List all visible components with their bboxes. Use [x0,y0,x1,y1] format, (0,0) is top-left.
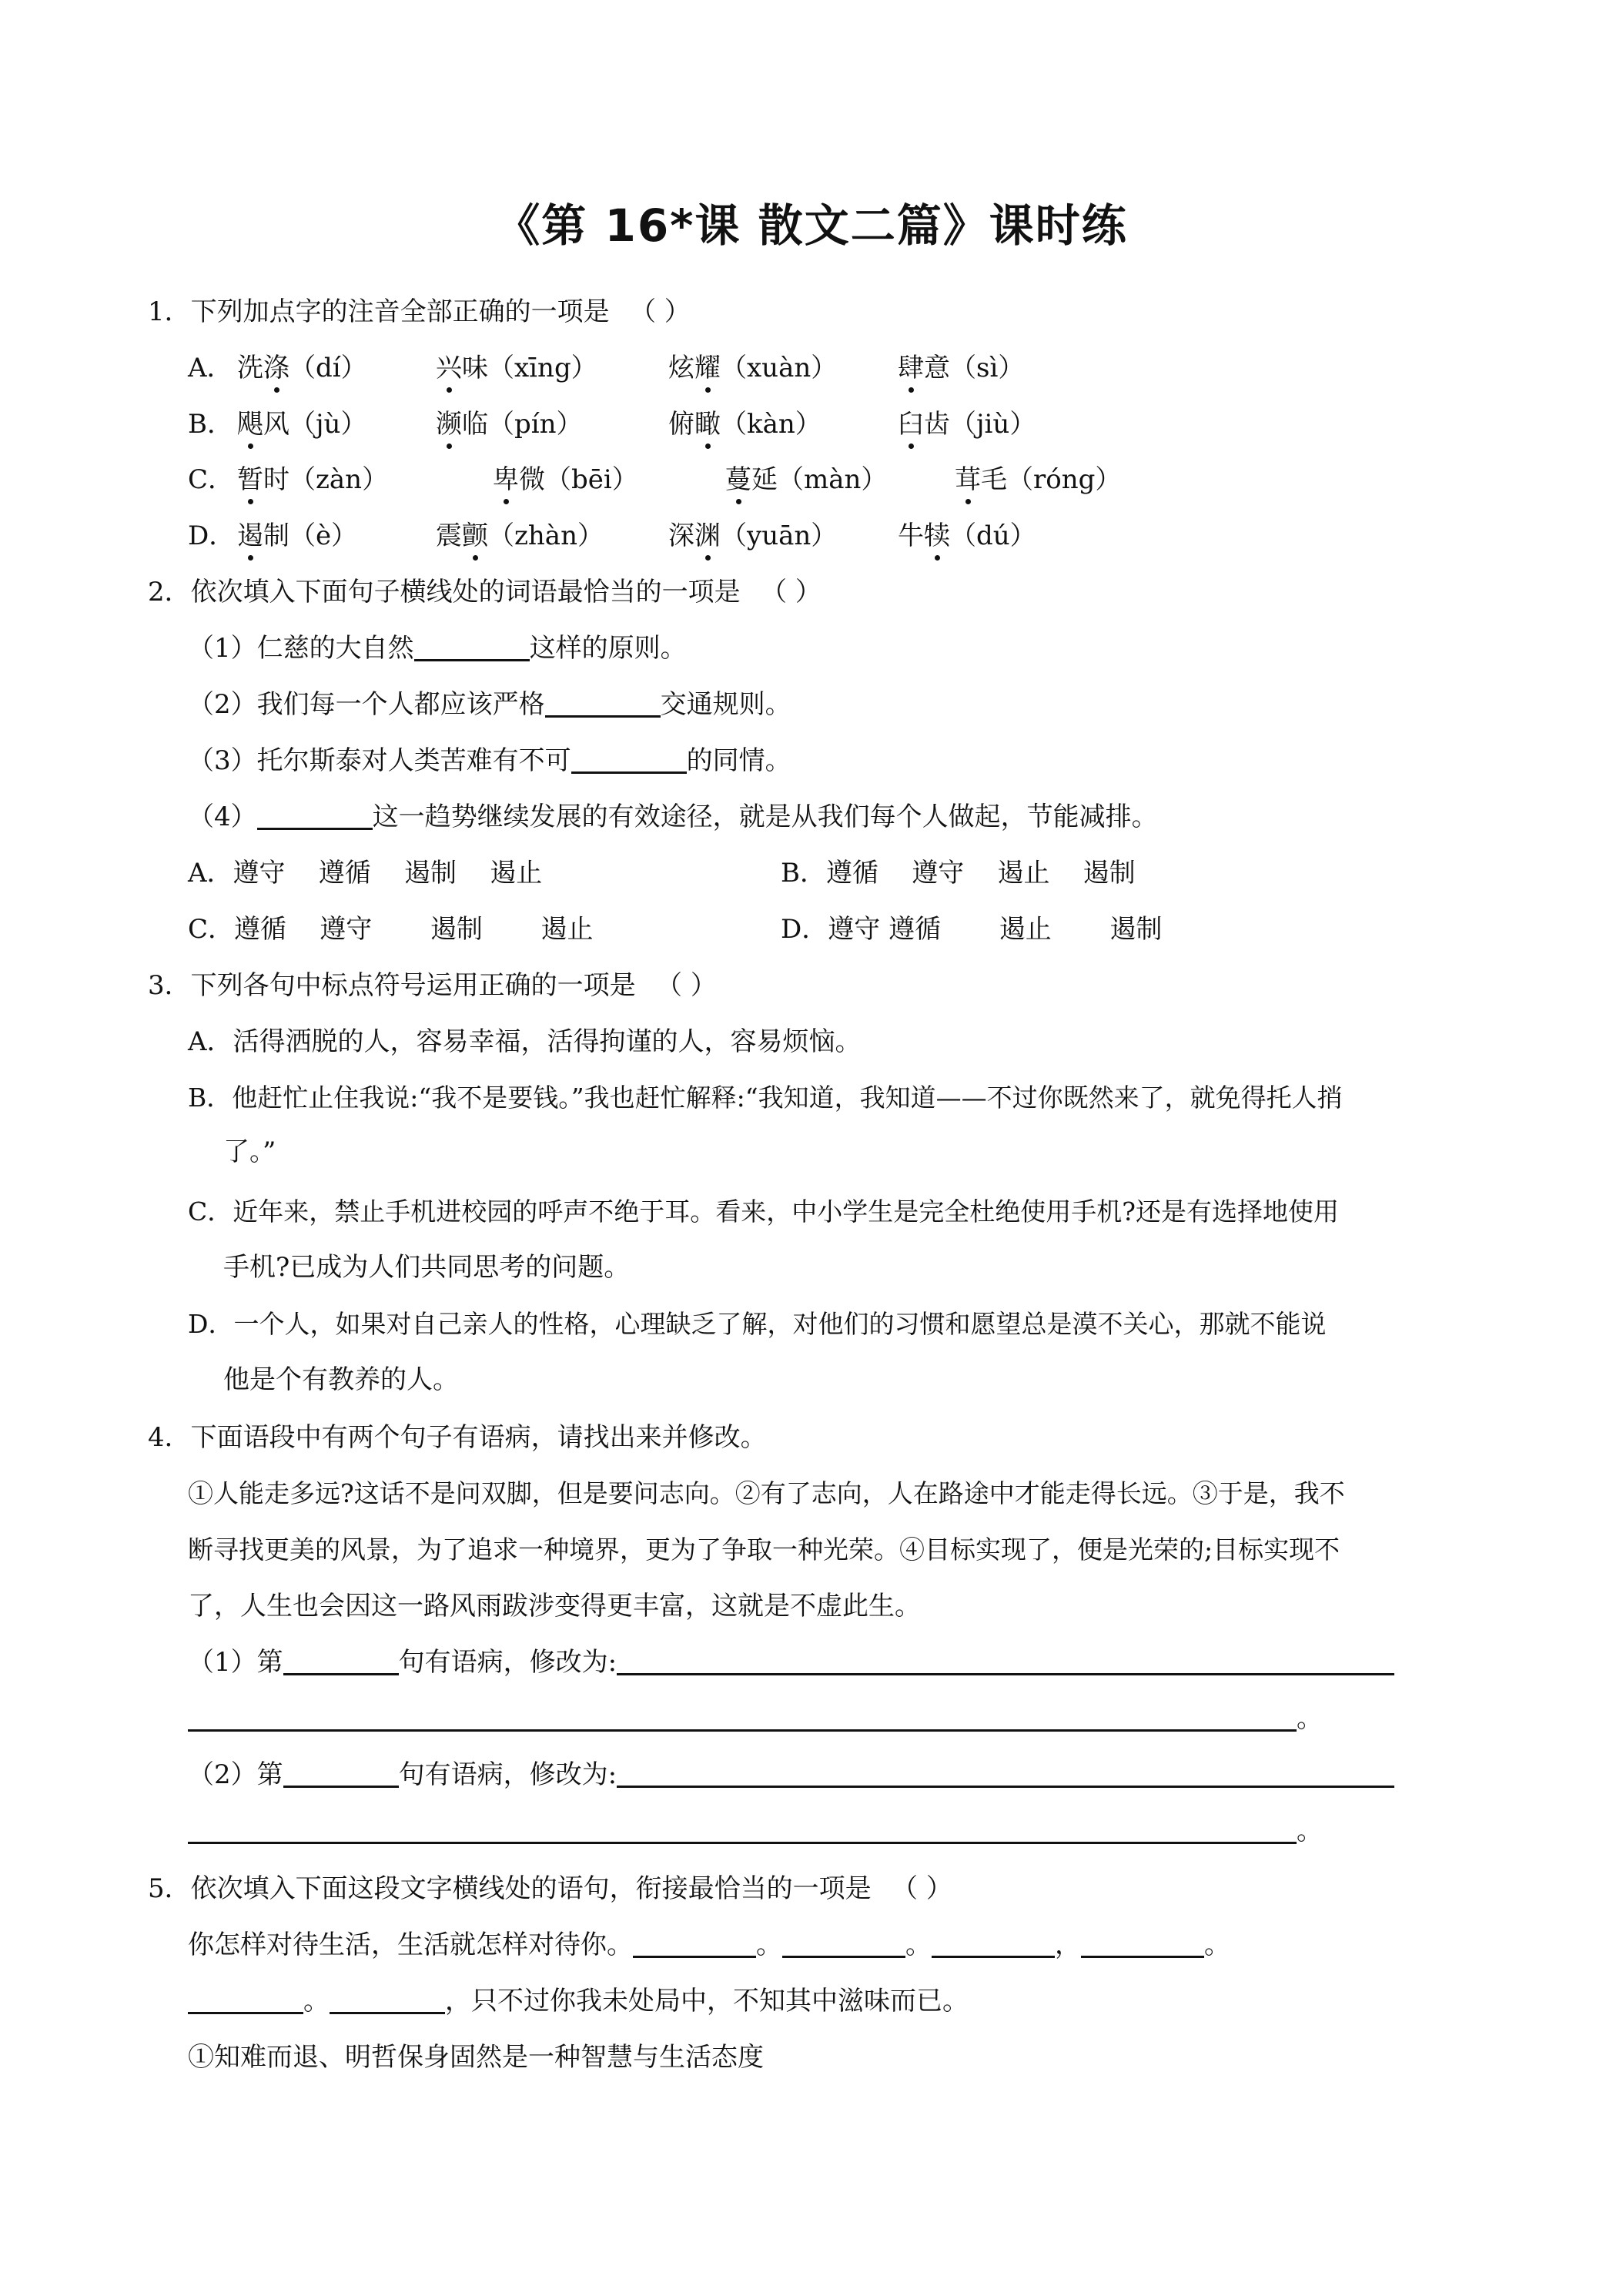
question-2-option-a: A．遵守 遵循 遏制 遏止 [188,858,543,889]
option-item: 飓风（jù） [237,409,367,440]
option-item: 蔓延（màn） [725,464,888,495]
question-5-passage-line-2: 。 ，只不过你我未处局中，不知其中滋味而已。 [188,1984,969,2018]
option-item: 洗涤（dí） [237,353,367,383]
question-3-option-d-line-1: D．一个人，如果对自己亲人的性格，心理缺乏了解，对他们的习惯和愿望总是漠不关心，那就不能说 [188,1309,1327,1339]
question-3-option-c-line-1: C．近年来，禁止手机进校园的呼声不绝于耳。看来，中小学生是完全杜绝使用手机?还是有选择地使用 [188,1197,1339,1227]
fill-blank[interactable] [782,1930,905,1958]
option-label: C． [188,464,235,495]
option-item: 茸毛（róng） [955,464,1122,495]
answer-paren: （ ） [656,970,717,1001]
page-title: 《第 16*课 散文二篇》课时练 [495,199,1128,252]
option-item: 肆意（sì） [898,353,1025,383]
fill-blank[interactable] [545,689,661,718]
fill-blank[interactable] [1081,1930,1204,1958]
option-label: A． [188,353,233,383]
option-label: D． [188,520,236,551]
question-5-choice-1: ①知难而退、明哲保身固然是一种智慧与生活态度 [188,2042,764,2073]
question-1-text: 1．下列加点字的注音全部正确的一项是 [148,296,610,327]
fill-blank[interactable] [633,1930,756,1958]
question-5-passage-line-1: 你怎样对待生活，生活就怎样对待你。 。 。 ， 。 [188,1930,1230,1960]
option-item: 深渊（yuān） [668,520,838,551]
option-item: 臼齿（jiù） [898,409,1036,440]
fill-blank[interactable] [932,1930,1055,1958]
question-2-sentence-2: （2）我们每一个人都应该严格 交通规则。 [188,689,791,720]
option-item: 卑微（bēi） [493,464,638,495]
question-1-option-d [188,519,1343,553]
correction-blank-continued[interactable] [188,1816,1297,1844]
option-item: 遏制（è） [237,520,358,551]
question-2-option-c: C．遵循 遵守 遏制 遏止 [188,914,594,945]
sentence-number-blank[interactable] [283,1759,399,1788]
question-2-text: 2．依次填入下面句子横线处的词语最恰当的一项是 [148,577,741,607]
question-2-sentence-3: （3）托尔斯泰对人类苦难有不可 的同情。 [188,745,791,776]
question-4-answer-1: （1）第 句有语病，修改为: [188,1645,1394,1679]
question-2-sentence-4: （4） 这一趋势继续发展的有效途径，就是从我们每个人做起，节能减排。 [188,802,1158,832]
answer-paren: （ ） [892,1873,952,1904]
correction-blank-continued[interactable] [188,1703,1297,1732]
correction-blank[interactable] [617,1759,1394,1788]
question-3-stem [148,969,728,1002]
option-item: 暂时（zàn） [237,464,389,495]
question-4-passage-line-3: 了，人生也会因这一路风雨跋涉变得更丰富，这就是不虚此生。 [188,1591,921,1622]
question-5-text: 5．依次填入下面这段文字横线处的语句，衔接最恰当的一项是 [148,1873,872,1904]
option-item: 俯瞰（kàn） [668,409,822,440]
question-1-option-a [188,351,1343,385]
question-1-option-b [188,407,1343,441]
question-3-option-b-line-2: 了。” [223,1136,276,1167]
question-2-sentence-1: （1）仁慈的大自然 这样的原则。 [188,633,687,664]
question-3-text: 3．下列各句中标点符号运用正确的一项是 [148,970,636,1001]
question-4-passage-line-2: 断寻找更美的风景，为了追求一种境界，更为了争取一种光荣。④目标实现了，便是光荣的;目标实现不 [188,1535,1340,1565]
fill-blank[interactable] [414,633,530,661]
option-item: 震颤（zhàn） [436,520,604,551]
question-1-option-c [188,463,1343,497]
question-2-option-d: D．遵守 遵循 遏止 遏制 [781,914,1163,945]
question-3-option-c-line-2: 手机?已成为人们共同思考的问题。 [223,1252,631,1283]
question-4-passage-line-1: ①人能走多远?这话不是问双脚，但是要问志向。②有了志向，人在路途中才能走得长远。③于是，我不 [188,1478,1345,1508]
question-1-stem [148,295,702,329]
correction-blank[interactable] [617,1647,1394,1675]
question-4-answer-2-continued: 。 [188,1814,1323,1848]
question-3-option-d-line-2: 他是个有教养的人。 [223,1364,459,1395]
option-item: 炫耀（xuàn） [668,353,838,383]
option-item: 牛犊（dú） [898,520,1036,551]
fill-blank[interactable] [330,1986,445,2014]
fill-blank[interactable] [257,802,373,830]
option-item: 兴味（xīng） [436,353,597,383]
fill-blank[interactable] [188,1986,303,2014]
answer-paren: （ ） [761,577,822,607]
question-4-answer-2: （2）第 句有语病，修改为: [188,1758,1394,1792]
question-3-option-a: A．活得洒脱的人，容易幸福，活得拘谨的人，容易烦恼。 [188,1026,862,1057]
question-5-stem [148,1872,964,1906]
answer-paren: （ ） [630,296,691,327]
question-2-stem [148,575,833,609]
question-2-option-b: B．遵循 遵守 遏止 遏制 [781,858,1136,889]
sentence-number-blank[interactable] [283,1647,399,1675]
question-4-stem: 4．下面语段中有两个句子有语病，请找出来并修改。 [148,1422,767,1453]
option-item: 濒临（pín） [436,409,583,440]
question-3-option-b-line-1: B．他赶忙止住我说:“我不是要钱。”我也赶忙解释:“我知道，我知道——不过你既然来了，就免得托人捎 [188,1083,1343,1113]
question-4-answer-1-continued: 。 [188,1702,1323,1735]
option-label: B． [188,409,233,440]
fill-blank[interactable] [571,745,687,774]
